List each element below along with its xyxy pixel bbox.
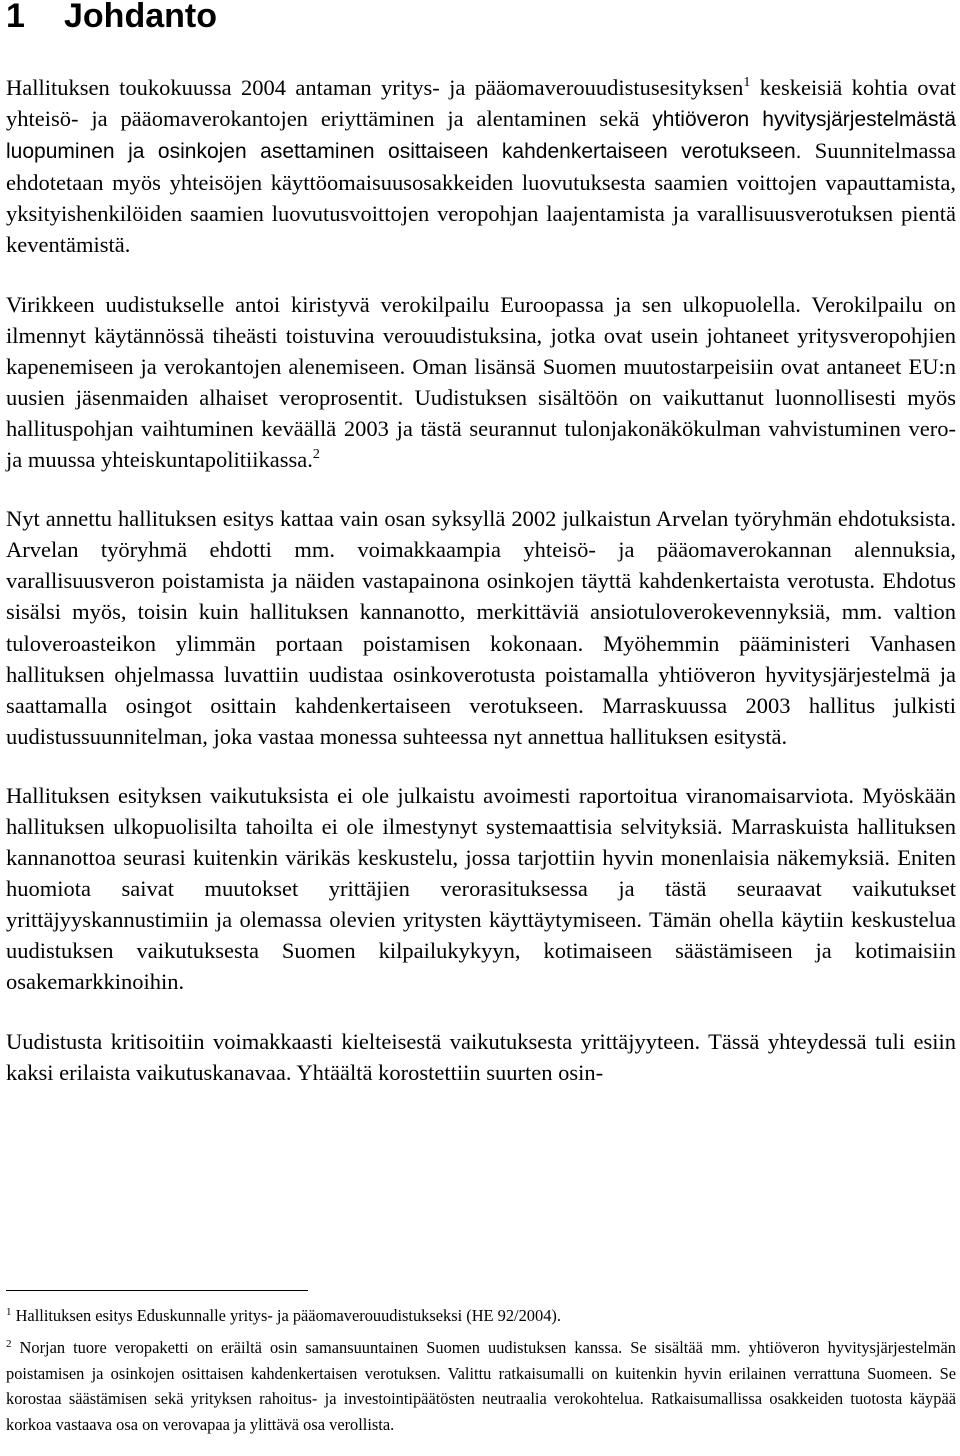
footnotes [6, 1303, 956, 1444]
chapter-heading [6, 0, 217, 38]
paragraph-1-text-c: yhtiöveron hyvitysjärjestelmästä luopuminen ja osinkojen asettaminen osittaiseen kahdenkertaiseen verotukseen. [6, 108, 956, 164]
footnote-1-text: Hallituksen esitys Eduskunnalle yritys- ja pääomaverouudistukseksi (HE 92/2004). [11, 1306, 561, 1325]
paragraph-2-text: Virikkeen uudistukselle antoi kiristyvä verokilpailu Euroopassa ja sen ulkopuolella. Verokilpailu on ilmennyt käytännössä tiheästi toistuvina verouudistuksina, jotka ovat usein johtaneet yritysveropohjien kapenemiseen ja verokantojen alenemiseen. Oman lisänsä Suomen muutostarpeisiin ovat antaneet EU:n uusien jäsenmaiden alhaiset veroprosentit. Uudistuksen sisältöön on vaikuttanut luonnollisesti myös hallituspohjan vaihtuminen keväällä 2003 ja tästä seurannut tulonjakonäkökulman vahvistuminen vero- ja muussa yhteiskuntapolitiikassa. [6, 291, 956, 473]
paragraph-3: Nyt annettu hallituksen esitys kattaa vain osan syksyllä 2002 julkaistun Arvelan työryhmän ehdotuksista. Arvelan työryhmä ehdotti mm. voimakkaampia yhteisö- ja pääomaverokannan alennuksia, varallisuusveron poistamista ja näiden vastapainona osinkojen täyttä kahdenkertaista verotusta. Ehdotus sisälsi myös, toisin kuin hallituksen kannanotto, merkittäviä ansiotuloverokevennyksiä, mm. valtion tuloveroasteikon ylimmän portaan poistamisen kokonaan. Myöhemmin pääministeri Vanhasen hallituksen ohjelmassa luvattiin uudistaa osinkoverotusta poistamalla yhtiöveron hyvitysjärjestelmä ja saattamalla osingot osittain kahdenkertaiseen verotukseen. Marraskuussa 2003 hallitus julkisti uudistussuunnitelman, joka vastaa monessa suhteessa nyt annettua hallituksen esitystä. [6, 506, 956, 749]
paragraph-5: Uudistusta kritisoitiin voimakkaasti kielteisestä vaikutuksesta yrittäjyyteen. Tässä yhteydessä tuli esiin kaksi erilaista vaikutuskanavaa. Yhtäältä korostettiin suurten osin- [6, 1028, 956, 1085]
footnote-2-mark: 2 [6, 1337, 12, 1350]
footnote-1 [6, 1303, 956, 1329]
chapter-number: 1 [6, 0, 25, 35]
paragraph-4: Hallituksen esityksen vaikutuksista ei ole julkaistu avoimesti raportoitua viranomaisarviota. Myöskään hallituksen ulkopuolisilta tahoilta ei ole ilmestynyt systemaattisia selvityksiä. Marraskuista hallituksen kannanottoa seurasi kuitenkin värikäs keskustelu, jossa tarjottiin hyvin monenlaisia näkemyksiä. Eniten huomiota saivat muutokset yrittäjien verorasituksessa ja tästä seuraavat vaikutukset yrittäjyyskannustimiin ja olemassa olevien yritysten käyttäytymiseen. Tämän ohella käytiin keskustelua uudistuksen vaikutuksesta Suomen kilpailukykyyn, kotimaiseen säästämiseen ja kotimaisiin osakemarkkinoihin. [6, 782, 956, 995]
footnote-2-text: Norjan tuore veropaketti on eräiltä osin samansuuntainen Suomen uudistuksen kanssa. Se sisältää mm. yhtiöveron hyvitysjärjestelmän poistamisen ja osinkojen osittaisen kahdenkertaisen verotuksen. Valittu ratkaisumalli on kuitenkin hyvin erilainen verrattuna Suomeen. Se korostaa säästämisen sekä yrityksen rahoitus- ja investointipäätösten neutraalia verokohtelua. Ratkaisumallissa osakkeiden tuotosta käypää korkoa vastaava osa on verovapaa ja ylittävä osa verollista. [6, 1337, 956, 1435]
paragraph-1 [6, 72, 956, 261]
paragraph-2 [6, 289, 956, 476]
chapter-title: Johdanto [64, 0, 217, 35]
footnote-ref-2[interactable]: 2 [312, 447, 320, 463]
paragraph-1-text-b: keskeisiä kohtia ovat yhteisö- ja pääomaverokantojen eriyttäminen ja alentaminen sekä [6, 75, 956, 132]
footnote-1-mark: 1 [6, 1306, 12, 1318]
footnote-divider [6, 1290, 308, 1291]
paragraph-1-text-a: Hallituksen toukokuussa 2004 antaman yritys- ja pääomaverouudistusesityksen [6, 75, 744, 100]
paragraph-1-text-d: Suunnitelmassa ehdotetaan myös yhteisöjen käyttöomaisuusosakkeiden luovutuksesta saamien voittojen vapauttamista, yksityishenkilöiden saamien luovutusvoittojen veropohjan laajentamista ja varallisuusverotuksen pientä keventämistä. [6, 138, 956, 258]
footnote-2 [6, 1335, 956, 1438]
footnote-ref-1[interactable]: 1 [743, 75, 751, 90]
body-text [6, 72, 956, 1088]
